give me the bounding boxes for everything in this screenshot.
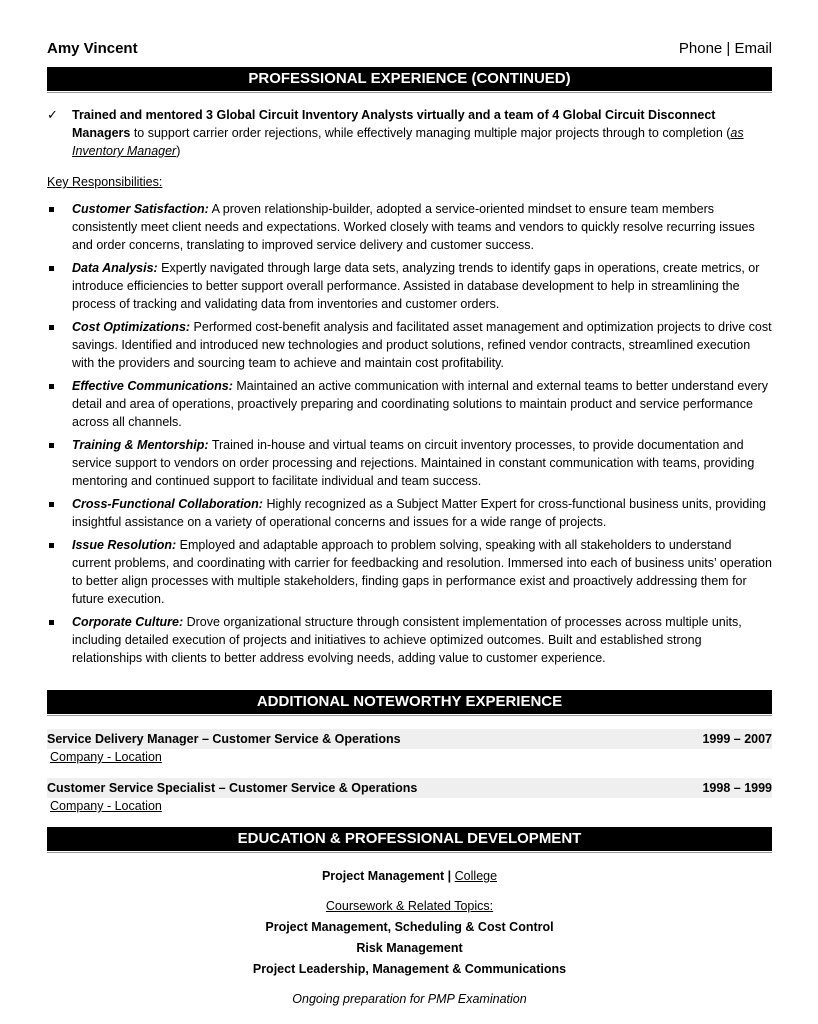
college-name: College — [454, 869, 498, 883]
contact-info: Phone | Email — [678, 40, 772, 57]
responsibility-item — [47, 377, 772, 431]
section-header-education: EDUCATION & PROFESSIONAL DEVELOPMENT — [47, 827, 772, 851]
coursework-label: Coursework & Related Topics: — [325, 899, 494, 913]
coursework-topic: Risk Management — [356, 941, 463, 955]
responsibility-lead: Training & Mentorship: — [72, 438, 209, 452]
responsibility-item — [47, 200, 772, 254]
job-entry — [47, 730, 772, 766]
section-divider — [47, 852, 772, 853]
checkmark-icon: ✓ — [47, 107, 58, 122]
degree-separator: | — [444, 869, 455, 883]
responsibility-text: A proven relationship-builder, adopted a service-oriented mindset to ensure team members consistently meet client needs and expectations. Worked closely with teams and vendors to quickly resolve recurring issues and order concerns, translating to improved service delivery and customer success. — [72, 202, 755, 252]
responsibility-text: Highly recognized as a Subject Matter Expert for cross-functional business units, providing insightful assistance on a variety of operational concerns and issues for a wide range of projects. — [72, 497, 767, 529]
section-header-additional: ADDITIONAL NOTEWORTHY EXPERIENCE — [47, 690, 772, 714]
responsibilities-list — [47, 200, 772, 672]
job-dates: 1998 – 1999 — [702, 781, 772, 795]
degree-line — [47, 869, 772, 883]
key-responsibilities-label: Key Responsibilities: — [47, 175, 163, 189]
responsibility-text: Employed and adaptable approach to problem solving, speaking with all stakeholders to understand current problems, and coordinating with carrier for feedbacking and resolution. Immersed into each of business units’ operation to better align processes with multiple stakeholders, finding gaps in performance exist and proactively addressing them for future execution. — [72, 538, 772, 606]
coursework-topic: Project Management, Scheduling & Cost Control — [265, 920, 554, 934]
job-dates: 1999 – 2007 — [702, 732, 772, 746]
responsibility-text: Drove organizational structure through consistent implementation of processes across multiple units, including detailed execution of projects and initiatives to achieve optimized outcomes. Built and established strong relationships with clients to better address evolving needs, adding value to customer experience. — [72, 615, 742, 665]
degree-name: Project Management — [321, 869, 445, 883]
responsibility-item — [47, 495, 772, 531]
responsibility-item — [47, 436, 772, 490]
responsibility-lead: Cross-Functional Collaboration: — [72, 497, 263, 511]
bullet-square-icon — [49, 266, 54, 271]
responsibility-text: Expertly navigated through large data sets, analyzing trends to identify gaps in operations, create metrics, or introduce efficiencies to better support overall performance. Assisted in database development to help in streamlining the process of tracking and validating data from inventories and customer orders. — [72, 261, 760, 311]
bullet-square-icon — [49, 543, 54, 548]
candidate-name: Amy Vincent — [47, 40, 138, 57]
section-header-experience: PROFESSIONAL EXPERIENCE (CONTINUED) — [47, 67, 772, 91]
exam-note: Ongoing preparation for PMP Examination — [292, 992, 527, 1006]
responsibility-item — [47, 536, 772, 608]
bullet-square-icon — [49, 325, 54, 330]
responsibility-text: Maintained an active communication with internal and external teams to better understand every detail and area of operations, proactively preparing and coordinating solutions to maintain product and service performance across all channels. — [72, 379, 768, 429]
bullet-square-icon — [49, 384, 54, 389]
bullet-square-icon — [49, 207, 54, 212]
responsibility-item — [47, 318, 772, 372]
achievement-highlight: Trained and mentored 3 Global Circuit Inventory Analysts virtually and a team of 4 Global Circuit Disconnect Managers — [72, 108, 716, 140]
responsibility-lead: Data Analysis: — [72, 261, 158, 275]
bullet-square-icon — [49, 443, 54, 448]
job-location: Company - Location — [50, 750, 162, 764]
bullet-square-icon — [49, 620, 54, 625]
responsibility-lead: Cost Optimizations: — [72, 320, 191, 334]
responsibility-text: Performed cost-benefit analysis and facilitated asset management and optimization projects to drive cost savings. Identified and introduced new technologies and product solutions, refined vendor contracts, streamlined execution with the providers and sourcing team to achieve and maintain cost profitability. — [72, 320, 772, 370]
responsibility-lead: Corporate Culture: — [72, 615, 184, 629]
achievement-role: as Inventory Manager — [72, 126, 744, 158]
responsibility-lead: Effective Communications: — [72, 379, 233, 393]
responsibility-lead: Issue Resolution: — [72, 538, 177, 552]
job-title: Service Delivery Manager – Customer Service & Operations — [47, 732, 401, 746]
resume-header — [47, 40, 772, 60]
job-entry — [47, 779, 772, 815]
achievement-close: ) — [176, 144, 181, 158]
achievement-item — [47, 106, 772, 160]
responsibility-lead: Customer Satisfaction: — [72, 202, 209, 216]
section-divider — [47, 715, 772, 716]
responsibility-item — [47, 259, 772, 313]
section-divider — [47, 92, 772, 93]
coursework-topic: Project Leadership, Management & Communications — [252, 962, 567, 976]
job-title: Customer Service Specialist – Customer Service & Operations — [47, 781, 418, 795]
responsibility-item — [47, 613, 772, 667]
bullet-square-icon — [49, 502, 54, 507]
achievement-text: to support carrier order rejections, while effectively managing multiple major projects through to completion ( — [130, 126, 731, 140]
responsibility-text: Trained in-house and virtual teams on circuit inventory processes, to provide documentation and service support to vendors on order processing and rejections. Maintained in constant communication with teams, providing mentoring and continued support to facilitate individual and team success. — [72, 438, 755, 488]
job-location: Company - Location — [50, 799, 162, 813]
